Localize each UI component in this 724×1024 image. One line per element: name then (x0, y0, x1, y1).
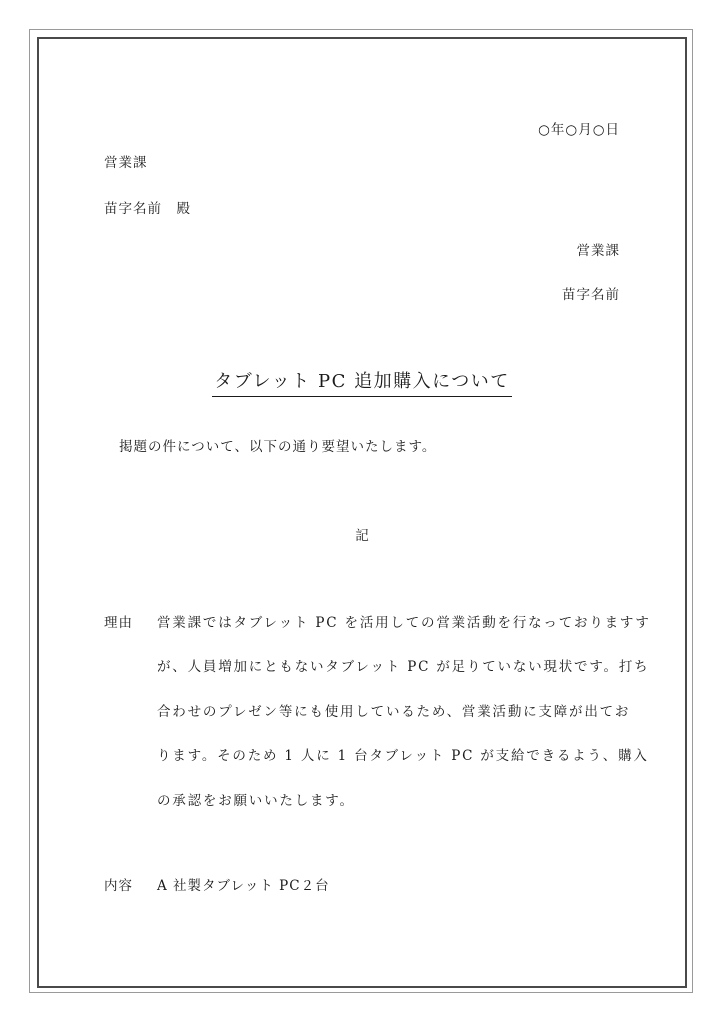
ki-heading: 記 (355, 528, 369, 544)
sender-name: 苗字名前 (562, 287, 620, 303)
reason-line: 営業課ではタブレット PC を活用しての営業活動を行なっておりますす (157, 615, 651, 631)
reason-line: ります。そのため 1 人に 1 台タブレット PC が支給できるよう、購入 (157, 748, 649, 764)
document-title (0, 372, 724, 397)
recipient-name: 苗字名前 殿 (104, 201, 191, 217)
content-value: A 社製タブレット PC２台 (157, 878, 330, 894)
intro-text: 掲題の件について、以下の通り要望いたします。 (119, 439, 437, 455)
document-date: ○年○月○日 (538, 122, 620, 138)
reason-label: 理由 (104, 615, 133, 631)
document-title-text: タブレット PC 追加購入について (212, 372, 512, 397)
reason-line: が、人員増加にともないタブレット PC が足りていない現状です。打ち (157, 659, 650, 675)
recipient-department: 営業課 (104, 155, 148, 171)
reason-line: 合わせのプレゼン等にも使用しているため、営業活動に支障が出てお (157, 704, 631, 720)
reason-line: の承認をお願いいたします。 (157, 793, 355, 809)
content-label: 内容 (104, 878, 133, 894)
page-border-inner (37, 37, 687, 988)
sender-department: 営業課 (576, 243, 620, 259)
